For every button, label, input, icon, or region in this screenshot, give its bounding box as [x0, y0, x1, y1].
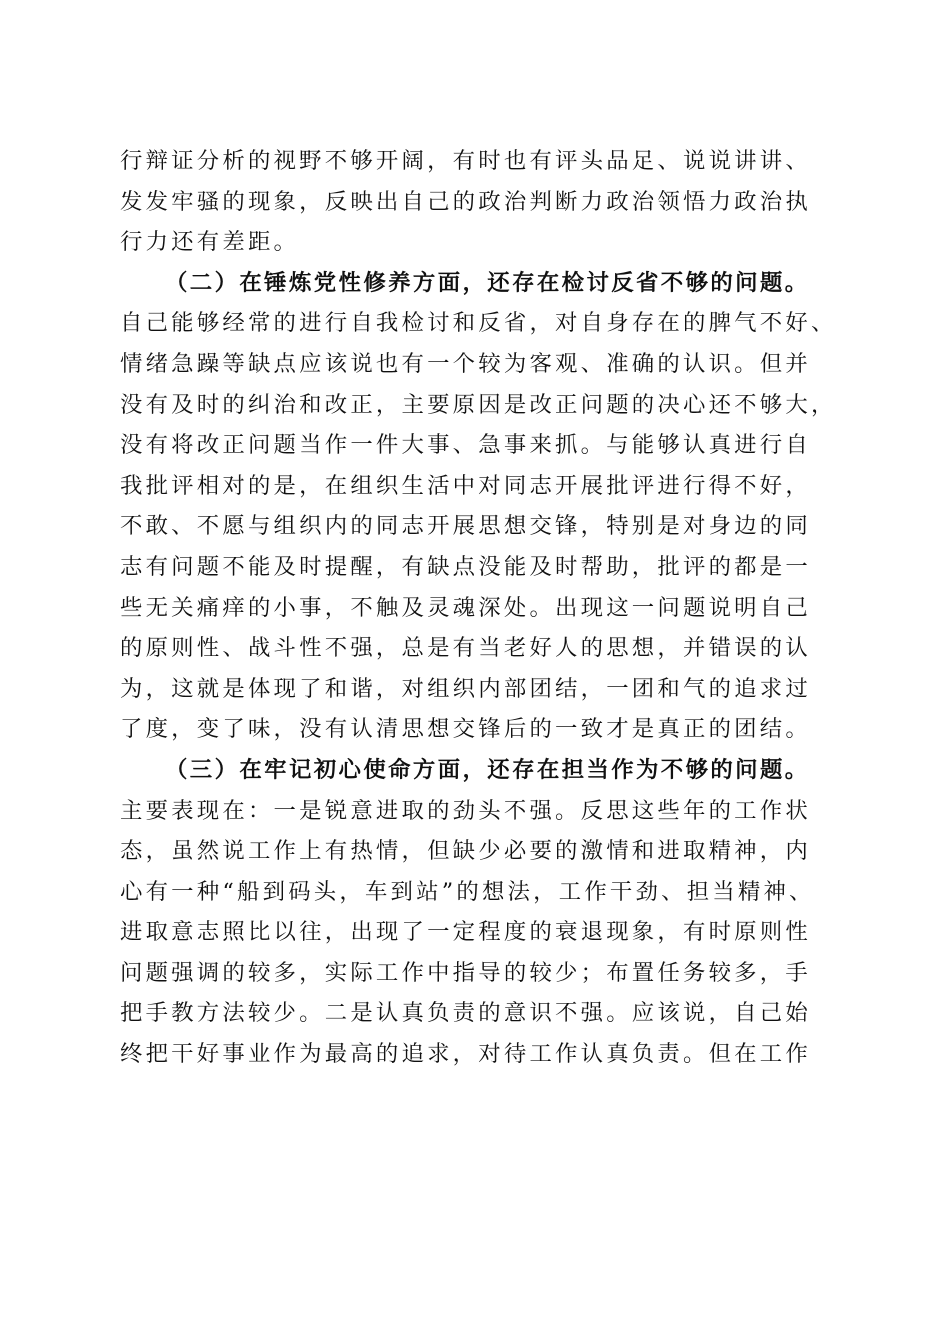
- paragraph-line: 我批评相对的是，在组织生活中对同志开展批评进行得不好，: [120, 472, 811, 499]
- paragraph-line: 态，虽然说工作上有热情，但缺少必要的激情和进取精神，内: [120, 838, 811, 865]
- paragraph-line: 心有一种“船到码头，车到站”的想法，工作干劲、担当精神、: [120, 878, 815, 905]
- document-body: [120, 141, 837, 1075]
- paragraph-line: 为，这就是体现了和谐，对组织内部团结，一团和气的追求过: [120, 675, 811, 702]
- paragraph-line: 自己能够经常的进行自我检讨和反省，对自身存在的脾气不好、: [120, 310, 837, 337]
- paragraph-line: 行力还有差距。: [120, 229, 300, 256]
- paragraph-line: 没有将改正问题当作一件大事、急事来抓。与能够认真进行自: [120, 432, 811, 459]
- section-heading-3: （三）在牢记初心使命方面，还存在担当作为不够的问题。: [165, 756, 810, 783]
- section-heading-2: （二）在锤炼党性修养方面，还存在检讨反省不够的问题。: [165, 269, 810, 296]
- paragraph-line: 终把干好事业作为最高的追求，对待工作认真负责。但在工作: [120, 1041, 811, 1068]
- paragraph-line: 的原则性、战斗性不强，总是有当老好人的思想，并错误的认: [120, 635, 811, 662]
- paragraph-line: 把手教方法较少。二是认真负责的意识不强。应该说，自己始: [120, 1000, 811, 1027]
- paragraph-line: 问题强调的较多，实际工作中指导的较少；布置任务较多，手: [120, 959, 811, 986]
- paragraph-line: 不敢、不愿与组织内的同志开展思想交锋，特别是对身边的同: [120, 513, 811, 540]
- paragraph-line: 情绪急躁等缺点应该说也有一个较为客观、准确的认识。但并: [120, 350, 811, 377]
- paragraph-line: 志有问题不能及时提醒，有缺点没能及时帮助，批评的都是一: [120, 553, 811, 580]
- paragraph-line: 没有及时的纠治和改正，主要原因是改正问题的决心还不够大，: [120, 391, 837, 418]
- paragraph-line: 行辩证分析的视野不够开阔，有时也有评头品足、说说讲讲、: [120, 148, 811, 174]
- paragraph-line: 进取意志照比以往，出现了一定程度的衰退现象，有时原则性: [120, 919, 811, 946]
- paragraph-line: 发发牢骚的现象，反映出自己的政治判断力政治领悟力政治执: [120, 188, 811, 215]
- paragraph-line: 些无关痛痒的小事，不触及灵魂深处。出现这一问题说明自己: [120, 594, 811, 621]
- paragraph-line: 主要表现在：一是锐意进取的劲头不强。反思这些年的工作状: [120, 797, 811, 824]
- paragraph-line: 了度，变了味，没有认清思想交锋后的一致才是真正的团结。: [120, 716, 811, 743]
